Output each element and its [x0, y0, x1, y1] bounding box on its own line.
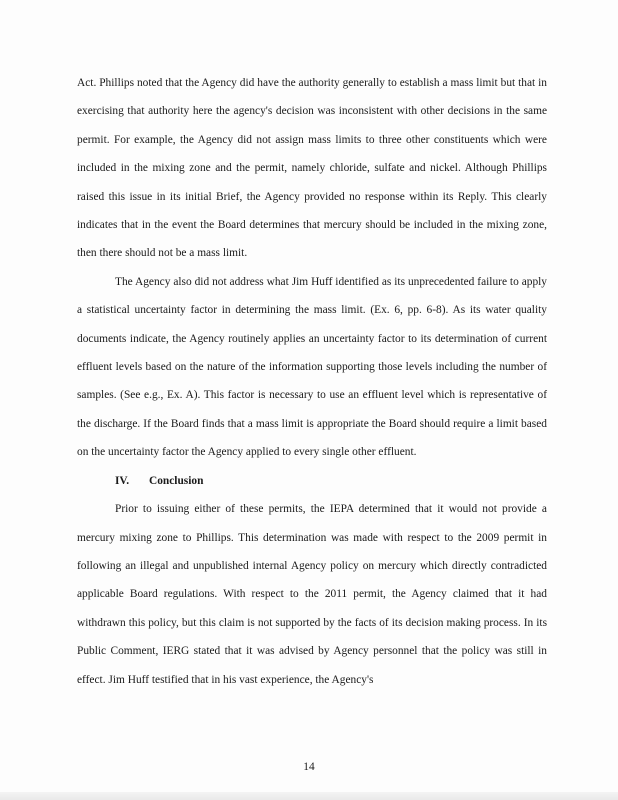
scan-edge	[0, 792, 618, 800]
paragraph-uncertainty-factor: The Agency also did not address what Jim Huff identified as its unprecedented failure to apply a statistical uncertainty factor in determining the mass limit. (Ex. 6, pp. 6-8). As its water quality documents indicate, the Agency routinely applies an uncertainty factor to its determination of current effluent levels based on the nature of the information supporting those levels including the number of samples. (See e.g., Ex. A). This factor is necessary to use an effluent level which is representative of the discharge. If the Board finds that a mass limit is appropriate the Board should require a limit based on the uncertainty factor the Agency applied to every single other effluent.	[77, 275, 547, 459]
document-body	[77, 69, 547, 694]
section-number: IV.	[115, 474, 130, 487]
section-title: Conclusion	[149, 474, 204, 487]
section-heading	[77, 467, 547, 495]
paragraph-conclusion: Prior to issuing either of these permits, the IEPA determined that it would not provide a mercury mixing zone to Phillips. This determination was made with respect to the 2009 permit in following an illegal and unpublished internal Agency policy on mercury which directly contradicted applicable Board regulations. With respect to the 2011 permit, the Agency claimed that it had withdrawn this policy, but this claim is not supported by the facts of its decision making process. In its Public Comment, IERG stated that it was advised by Agency personnel that the policy was still in effect. Jim Huff testified that in his vast experience, the Agency's	[77, 503, 547, 686]
page-number: 14	[303, 761, 315, 773]
paragraph-mass-limit: Act. Phillips noted that the Agency did have the authority generally to establish a mass limit but that in exercising that authority here the agency's decision was inconsistent with other decisions in the same permit. For example, the Agency did not assign mass limits to three other constituents which were included in the mixing zone and the permit, namely chloride, sulfate and nickel. Although Phillips raised this issue in its initial Brief, the Agency provided no response within its Reply. This clearly indicates that in the event the Board determines that mercury should be included in the mixing zone, then there should not be a mass limit.	[77, 77, 547, 260]
